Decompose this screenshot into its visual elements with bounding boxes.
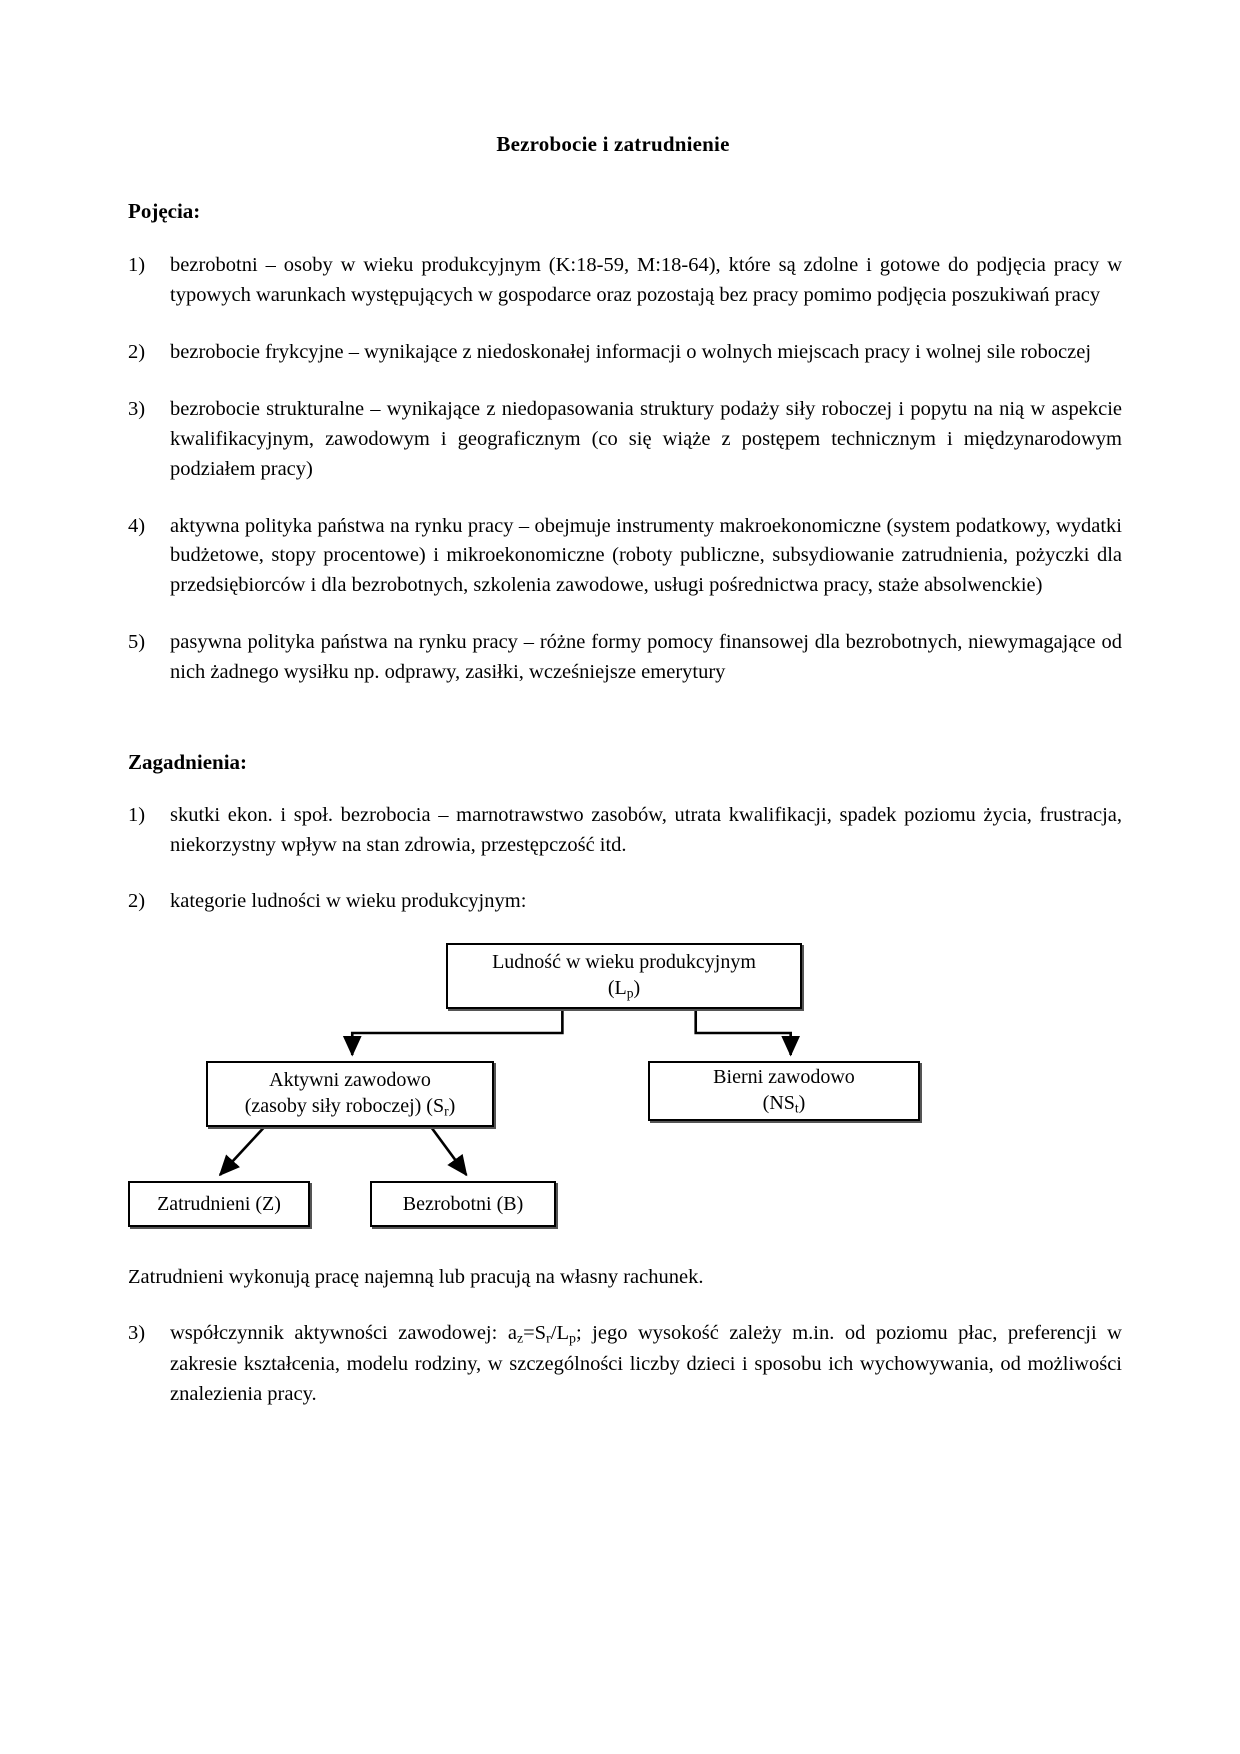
list-marker: 3) [128, 1321, 146, 1344]
list-item [128, 395, 1122, 485]
list-text: skutki ekon. i społ. bezrobocia – marnotrawstwo zasobów, utrata kwalifikacji, spadek poziomu życia, frustracja, niekorzystny wpływ na stan zdrowia, przestępczość itd. [170, 804, 1122, 857]
flowchart-box-bierni-zawodowo [648, 1061, 920, 1121]
list-marker: 3) [128, 397, 146, 420]
pojecia-list [128, 251, 1122, 688]
box-label: Bezrobotni (B) [402, 1192, 524, 1215]
arrow-aktywni-to-bezrobotni [431, 1127, 466, 1175]
box-label-line1: Aktywni zawodowo [269, 1069, 431, 1092]
list-text: bezrobocie strukturalne – wynikające z niedopasowania struktury podaży siły roboczej i popytu na nią w aspekcie kwalifikacyjnym, zawodowym i geograficznym (co się wiąże z postępem technicznym i międzynarodowym podziałem pracy) [170, 397, 1122, 480]
population-categories-flowchart [128, 943, 1122, 1223]
list-item [128, 338, 1122, 368]
list-marker: 4) [128, 514, 146, 537]
note-zatrudnieni: Zatrudnieni wykonują pracę najemną lub pracują na własny rachunek. [128, 1265, 704, 1288]
list-item [128, 887, 1122, 917]
flowchart-box-ludnosc [446, 943, 802, 1009]
list-text: współczynnik aktywności zawodowej: $a_z=S_r/L_p$; jego wysokość zależy m.in. od poziomu płac, preferencji w zakresie kształcenia, modelu rodziny, w szczególności liczby dzieci i sposobu ich wychowywania, od możliwości znalezienia pracy. [170, 1321, 1122, 1405]
flowchart-box-zatrudnieni [128, 1181, 310, 1227]
arrow-lp-to-bierni [696, 1009, 791, 1055]
section-heading-pojecia: Pojęcia: [128, 199, 201, 223]
list-marker: 2) [128, 889, 146, 912]
list-item [128, 801, 1122, 861]
arrow-lp-to-aktywni [352, 1009, 562, 1055]
list-item [128, 251, 1122, 311]
section-heading-zagadnienia: Zagadnienia: [128, 750, 248, 775]
list-item [128, 1319, 1122, 1410]
box-label-line2: (zasoby siły roboczej) $(S_r)$ [244, 1095, 456, 1119]
box-label: Zatrudnieni (Z) [157, 1192, 281, 1215]
list-text: kategorie ludności w wieku produkcyjnym: [170, 889, 527, 912]
list-text: pasywna polityka państwa na rynku pracy – różne formy pomocy finansowej dla bezrobotnych, niewymagające od nich żadnego wysiłku np. odprawy, zasiłki, wcześniejsze emerytury [170, 631, 1122, 684]
flowchart-box-bezrobotni [370, 1181, 556, 1227]
box-label-symbol: $(NS_t)$ [762, 1092, 806, 1116]
list-marker: 1) [128, 804, 146, 827]
zagadnienia-list [128, 801, 1122, 917]
list-item [128, 512, 1122, 602]
list-marker: 5) [128, 631, 146, 654]
flowchart-box-aktywni-zawodowo [206, 1061, 494, 1127]
list-item [128, 628, 1122, 688]
page-title: Bezrobocie i zatrudnienie [496, 132, 730, 156]
list-text: bezrobocie frykcyjne – wynikające z niedoskonałej informacji o wolnych miejscach pracy i wolnej sile roboczej [170, 340, 1092, 363]
list-text: aktywna polityka państwa na rynku pracy – obejmuje instrumenty makroekonomiczne (system podatkowy, wydatki budżetowe, stopy procentowe) i mikroekonomiczne (roboty publiczne, subsydiowanie zatrudnienia, pożyczki dla przedsiębiorców i dla bezrobotnych, szkolenia zawodowe, usługi pośrednictwa pracy, staże absolwenckie) [170, 514, 1122, 597]
box-label-line1: Ludność w wieku produkcyjnym [492, 951, 756, 974]
box-label-symbol: $(L_p)$ [607, 977, 641, 1001]
zagadnienia-list-continued [128, 1319, 1122, 1410]
list-marker: 2) [128, 340, 146, 363]
list-marker: 1) [128, 254, 146, 276]
list-text: bezrobotni – osoby w wieku produkcyjnym (K:18-59, M:18-64), które są zdolne i gotowe do podjęcia pracy w typowych warunkach występujących w gospodarce oraz pozostają bez pracy pomimo podjęcia poszukiwań pracy [170, 254, 1122, 306]
box-label-line1: Bierni zawodowo [713, 1066, 855, 1089]
arrow-aktywni-to-zatrudnieni [220, 1127, 264, 1175]
